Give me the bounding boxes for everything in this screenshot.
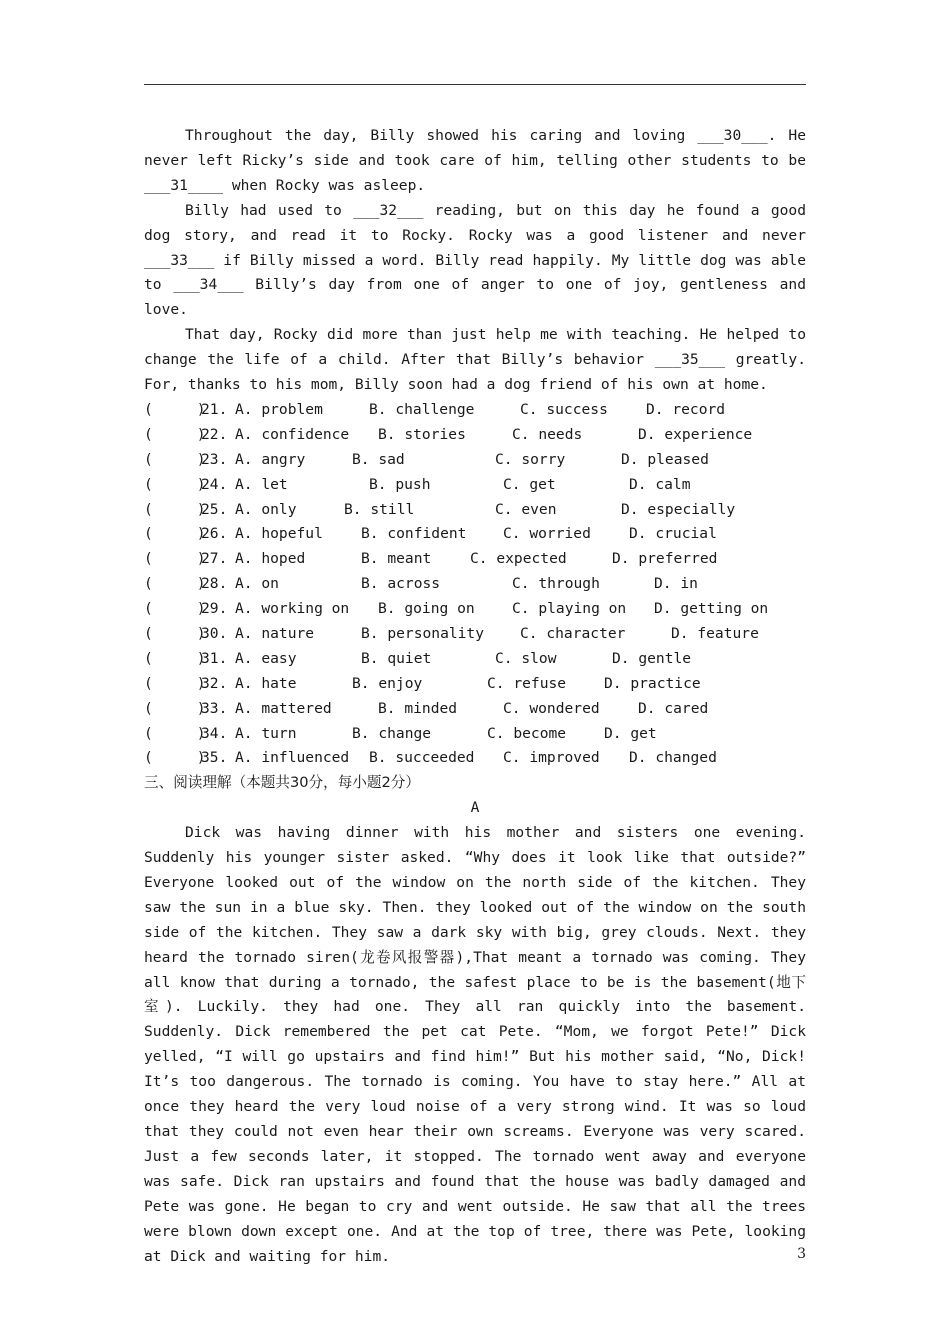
option-d: D. practice xyxy=(604,674,701,692)
question-number: 35. xyxy=(201,749,228,767)
option-d: D. crucial xyxy=(629,525,717,543)
option-d: D. feature xyxy=(671,624,759,642)
option-a: A. let xyxy=(235,475,288,493)
answer-blank[interactable]: ( ) xyxy=(144,724,206,742)
question-number: 22. xyxy=(201,425,228,443)
answer-blank[interactable]: ( ) xyxy=(144,699,206,717)
answer-blank[interactable]: ( ) xyxy=(144,624,206,642)
answer-blank[interactable]: ( ) xyxy=(144,525,206,543)
option-b: B. going on xyxy=(378,600,475,618)
option-d: D. getting on xyxy=(654,600,769,618)
question-list xyxy=(144,398,806,771)
option-b: B. sad xyxy=(352,450,405,468)
option-a: A. problem xyxy=(235,400,323,418)
option-c: C. success xyxy=(520,400,608,418)
answer-blank[interactable]: ( ) xyxy=(144,749,206,767)
option-a: A. hoped xyxy=(235,550,306,568)
answer-blank[interactable]: ( ) xyxy=(144,400,206,418)
option-c: C. expected xyxy=(470,550,567,568)
option-b: B. succeeded xyxy=(369,749,475,767)
option-a: A. on xyxy=(235,575,279,593)
page-number: 3 xyxy=(797,1246,806,1262)
paragraph-3: That day, Rocky did more than just help me with teaching. He helped to change the life of a child. After that Billy’s behavior ___35___ greatly. For, thanks to his mom, Billy soon had a dog friend of his own at home. xyxy=(144,326,806,394)
option-c: C. through xyxy=(512,575,600,593)
question-number: 28. xyxy=(201,575,228,593)
question-number: 34. xyxy=(201,724,228,742)
answer-blank[interactable]: ( ) xyxy=(144,425,206,443)
option-a: A. working on xyxy=(235,600,350,618)
question-row xyxy=(144,423,806,448)
answer-blank[interactable]: ( ) xyxy=(144,575,206,593)
option-c: C. become xyxy=(487,724,567,742)
option-c: C. playing on xyxy=(512,600,627,618)
option-a: A. angry xyxy=(235,450,306,468)
option-c: C. needs xyxy=(512,425,583,443)
option-d: D. cared xyxy=(638,699,709,717)
question-row xyxy=(144,622,806,647)
option-d: D. in xyxy=(654,575,698,593)
option-a: A. influenced xyxy=(235,749,350,767)
option-c: C. get xyxy=(503,475,556,493)
option-b: B. personality xyxy=(361,624,485,642)
option-b: B. minded xyxy=(378,699,458,717)
option-d: D. pleased xyxy=(621,450,709,468)
question-row xyxy=(144,448,806,473)
option-a: A. turn xyxy=(235,724,297,742)
option-a: A. nature xyxy=(235,624,315,642)
option-c: C. wondered xyxy=(503,699,600,717)
page-content xyxy=(144,124,806,1269)
question-row xyxy=(144,597,806,622)
option-a: A. hate xyxy=(235,674,297,692)
question-number: 29. xyxy=(201,600,228,618)
answer-blank[interactable]: ( ) xyxy=(144,600,206,618)
question-row xyxy=(144,547,806,572)
option-a: A. only xyxy=(235,500,297,518)
option-c: C. even xyxy=(495,500,557,518)
question-row xyxy=(144,522,806,547)
question-number: 26. xyxy=(201,525,228,543)
option-c: C. character xyxy=(520,624,626,642)
passage-heading: A xyxy=(470,799,480,817)
paragraph-2: Billy had used to ___32___ reading, but on this day he found a good dog story, and read it to Rocky. Rocky was a good listener and never ___33___ if Billy missed a word. Billy read happily. My little dog was able to ___34___ Billy’s day from one of anger to one of joy, gentleness and love. xyxy=(144,201,806,319)
option-b: B. meant xyxy=(361,550,432,568)
option-d: D. get xyxy=(604,724,657,742)
option-d: D. changed xyxy=(629,749,717,767)
question-number: 23. xyxy=(201,450,228,468)
option-b: B. still xyxy=(344,500,415,518)
option-d: D. gentle xyxy=(612,649,692,667)
option-c: C. slow xyxy=(495,649,557,667)
question-row xyxy=(144,746,806,771)
question-number: 21. xyxy=(201,400,228,418)
option-a: A. mattered xyxy=(235,699,332,717)
section-title: 三、阅读理解（本题共30分，每小题2分） xyxy=(144,774,420,792)
answer-blank[interactable]: ( ) xyxy=(144,649,206,667)
question-row xyxy=(144,697,806,722)
option-c: C. worried xyxy=(503,525,591,543)
option-b: B. across xyxy=(361,575,441,593)
option-a: A. confidence xyxy=(235,425,350,443)
question-number: 33. xyxy=(201,699,228,717)
header-rule xyxy=(144,84,806,85)
option-b: B. push xyxy=(369,475,431,493)
option-c: C. refuse xyxy=(487,674,567,692)
option-d: D. calm xyxy=(629,475,691,493)
option-b: B. confident xyxy=(361,525,467,543)
question-row xyxy=(144,722,806,747)
option-b: B. challenge xyxy=(369,400,475,418)
question-row xyxy=(144,473,806,498)
option-b: B. change xyxy=(352,724,432,742)
option-c: C. sorry xyxy=(495,450,566,468)
answer-blank[interactable]: ( ) xyxy=(144,674,206,692)
question-row xyxy=(144,498,806,523)
option-b: B. quiet xyxy=(361,649,432,667)
question-row xyxy=(144,647,806,672)
question-number: 32. xyxy=(201,674,228,692)
answer-blank[interactable]: ( ) xyxy=(144,450,206,468)
option-d: D. especially xyxy=(621,500,736,518)
answer-blank[interactable]: ( ) xyxy=(144,475,206,493)
option-d: D. record xyxy=(646,400,726,418)
answer-blank[interactable]: ( ) xyxy=(144,500,206,518)
option-a: A. easy xyxy=(235,649,297,667)
question-row xyxy=(144,398,806,423)
question-number: 24. xyxy=(201,475,228,493)
paragraph-1: Throughout the day, Billy showed his caring and loving ___30___. He never left Ricky’s side and took care of him, telling other students to be ___31____ when Rocky was asleep. xyxy=(144,127,806,194)
question-number: 27. xyxy=(201,550,228,568)
option-d: D. preferred xyxy=(612,550,718,568)
answer-blank[interactable]: ( ) xyxy=(144,550,206,568)
question-number: 30. xyxy=(201,624,228,642)
option-a: A. hopeful xyxy=(235,525,323,543)
passage-a-text: Dick was having dinner with his mother and sisters one evening. Suddenly his younger sister asked. “Why does it look like that outside?” Everyone looked out of the window on the north side of the kitchen. They saw the sun in a blue sky. Then. they looked out of the window on the south side of the kitchen. They saw a dark sky with big, grey clouds. Next. they heard the tornado siren(龙卷风报警器),That meant a tornado was coming. They all know that during a tornado, the safest place to be is the basement(地下室). Luckily. they had one. They all ran quickly into the basement. Suddenly. Dick remembered the pet cat Pete. “Mom, we forgot Pete!” Dick yelled, “I will go upstairs and find him!” But his mother said, “No, Dick! It’s too dangerous. The tornado is coming. You have to stay here.” All at once they heard the very loud noise of a very strong wind. It was so loud that they could not even hear their own screams. Everyone was very scared. Just a few seconds later, it stopped. The tornado went away and everyone was safe. Dick ran upstairs and found that the house was badly damaged and Pete was gone. He began to cry and went outside. He saw that all the trees were blown down except one. And at the top of tree, there was Pete, looking at Dick and waiting for him. xyxy=(144,824,806,1265)
option-b: B. enjoy xyxy=(352,674,423,692)
question-row xyxy=(144,672,806,697)
question-row xyxy=(144,572,806,597)
option-c: C. improved xyxy=(503,749,600,767)
question-number: 31. xyxy=(201,649,228,667)
option-d: D. experience xyxy=(638,425,753,443)
question-number: 25. xyxy=(201,500,228,518)
option-b: B. stories xyxy=(378,425,466,443)
